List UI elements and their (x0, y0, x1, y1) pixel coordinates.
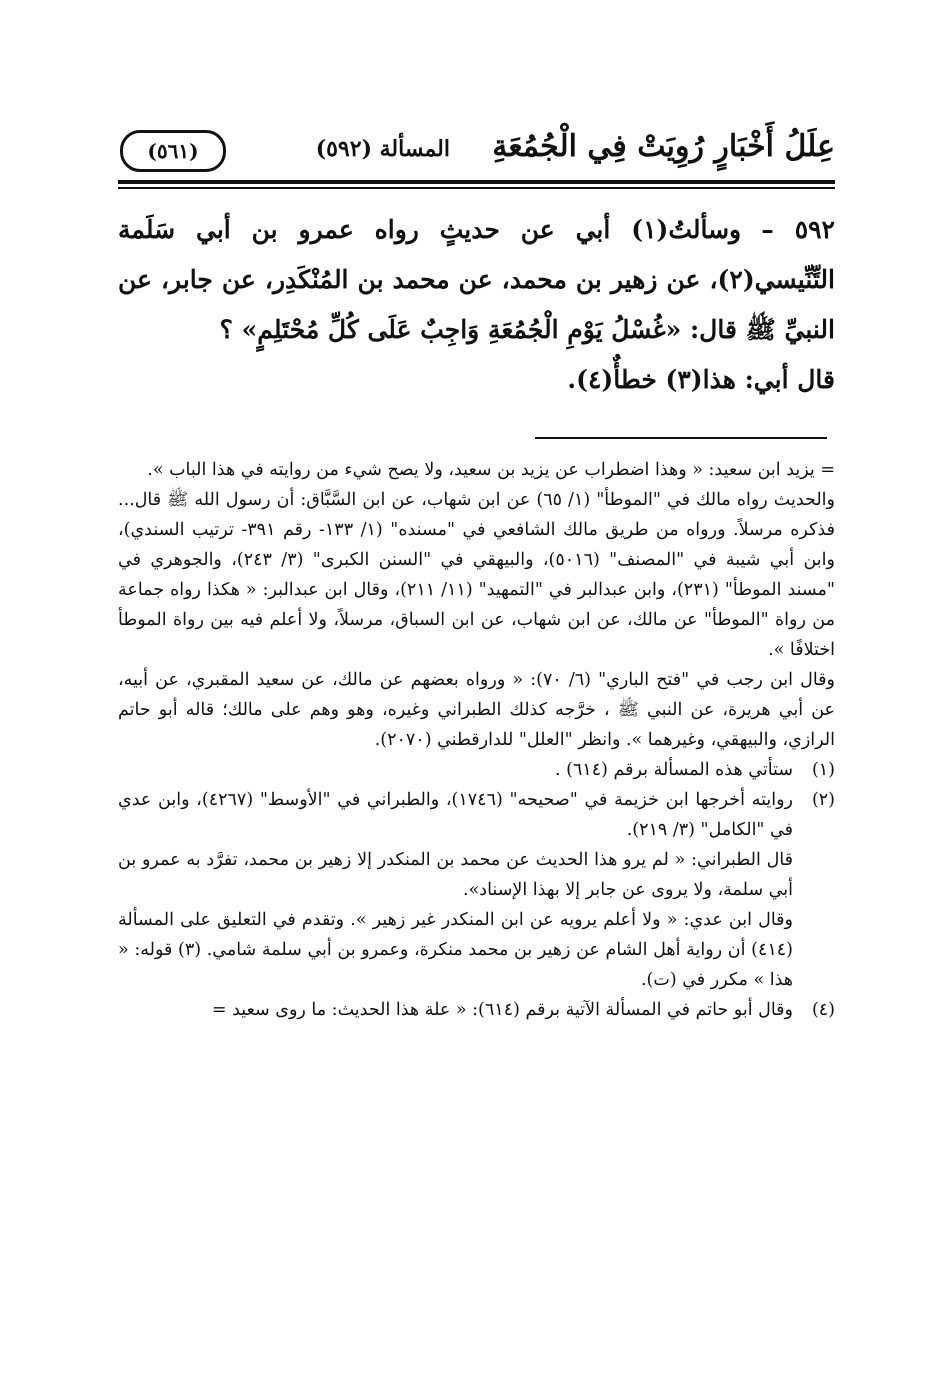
header-rule-thin (118, 187, 835, 189)
running-header (120, 125, 835, 175)
issue-number: ٥٩٢ – (761, 215, 835, 244)
footnote-3-inline: (٣) قوله: « هذا » مكرر في (ت). (118, 940, 793, 990)
footnote-text: روايته أخرجها ابن خزيمة في "صحيحه" (١٧٤٦)، والطبراني في "الأوسط" (٤٢٦٧)، وابن عدي في "الكامل" (٣/ ٢١٩). (118, 790, 793, 840)
main-text (118, 205, 835, 405)
footnote-text: وقال أبو حاتم في المسألة الآتية برقم (٦١٤): « علة هذا الحديث: ما روى سعيد = (211, 1000, 793, 1020)
issue-label: المسألة (٥٩٢) (315, 136, 450, 162)
book-title: عِلَلُ أَخْبَارٍ رُوِيَتْ فِي الْجُمُعَةِ (492, 129, 835, 164)
footnote-2 (118, 785, 835, 845)
footnote-text: ستأتي هذه المسألة برقم (٦١٤) . (554, 760, 793, 780)
footnote-number: (٢) (811, 790, 835, 810)
question-paragraph (118, 205, 835, 355)
footnote-text: قال الطبراني: « لم يرو هذا الحديث عن محمد بن المنكدر إلا زهير بن محمد، تفرَّد به عمرو بن أبي سلمة، ولا يروى عن جابر إلا بهذا الإسناد». (118, 850, 793, 900)
footnote-4 (118, 995, 835, 1025)
footnotes (118, 455, 835, 1025)
footnote-separator (535, 437, 827, 439)
header-rule-thick (118, 180, 835, 184)
footnote-continuation: = يزيد ابن سعيد: « وهذا اضطراب عن يزيد بن سعيد، ولا يصح شيء من روايته في هذا الباب ». (147, 460, 835, 480)
verdict-text: قال أبي: هذا(٣) خطأٌ(٤). (567, 365, 835, 394)
footnote-text (118, 905, 835, 995)
question-text: وسألتُ(١) أبي عن حديثٍ رواه عمرو بن أبي سَلَمة التِّنِّيسي(٢)، عن زهير بن محمد، عن محمد بن المُنْكَدِر، عن جابر، عن النبيِّ ﷺ قال: «غُسْلُ يَوْمِ الْجُمُعَةِ وَاجِبٌ عَلَى كُلِّ مُحْتَلِمٍ» ؟ (118, 215, 835, 344)
page-number: (٥٦١) (120, 130, 226, 172)
footnote-continuation: والحديث رواه مالك في "الموطأ" (١/ ٦٥) عن ابن شهاب، عن ابن السَّبَّاق: أن رسول الله ﷺ قال... فذكره مرسلاً. ورواه من طريق مالك الشافعي في "مسنده" (١/ ١٣٣- رقم ٣٩١- ترتيب السندي)، وابن أبي شيبة في "المصنف" (٥٠١٦)، والبيهقي في "السنن الكبرى" (٣/ ٢٤٣)، والجوهري في "مسند الموطأ" (٢٣١)، وابن عبدالبر في "التمهيد" (١١/ ٢١١)، وقال ابن عبدالبر: « هكذا رواه جماعة من رواة "الموطأ" عن مالك، عن ابن شهاب، عن ابن السباق، مرسلاً، ولا أعلم فيه بين رواة الموطأ اختلافًا ». (118, 490, 835, 660)
footnote-continuation: وقال ابن رجب في "فتح الباري" (٦/ ٧٠): « ورواه بعضهم عن مالك، عن سعيد المقبري، عن أبيه، عن أبي هريرة، عن النبي ﷺ ، خرَّجه كذلك الطبراني وغيره، وهو وهم على مالك؛ قاله أبو حاتم الرازي، والبيهقي، وغيرهما ». وانظر "العلل" للدارقطني (٢٠٧٠). (118, 670, 835, 750)
footnote-1 (118, 755, 835, 785)
footnote-text: وقال ابن عدي: « ولا أعلم يرويه عن ابن المنكدر غير زهير ». وتقدم في التعليق على المسألة (٤١٤) أن رواية أهل الشام عن زهير بن محمد منكرة، وعمرو بن أبي سلمة شامي. (118, 910, 793, 960)
footnote-number: (١) (811, 760, 835, 780)
footnote-number: (٤) (811, 1000, 835, 1020)
